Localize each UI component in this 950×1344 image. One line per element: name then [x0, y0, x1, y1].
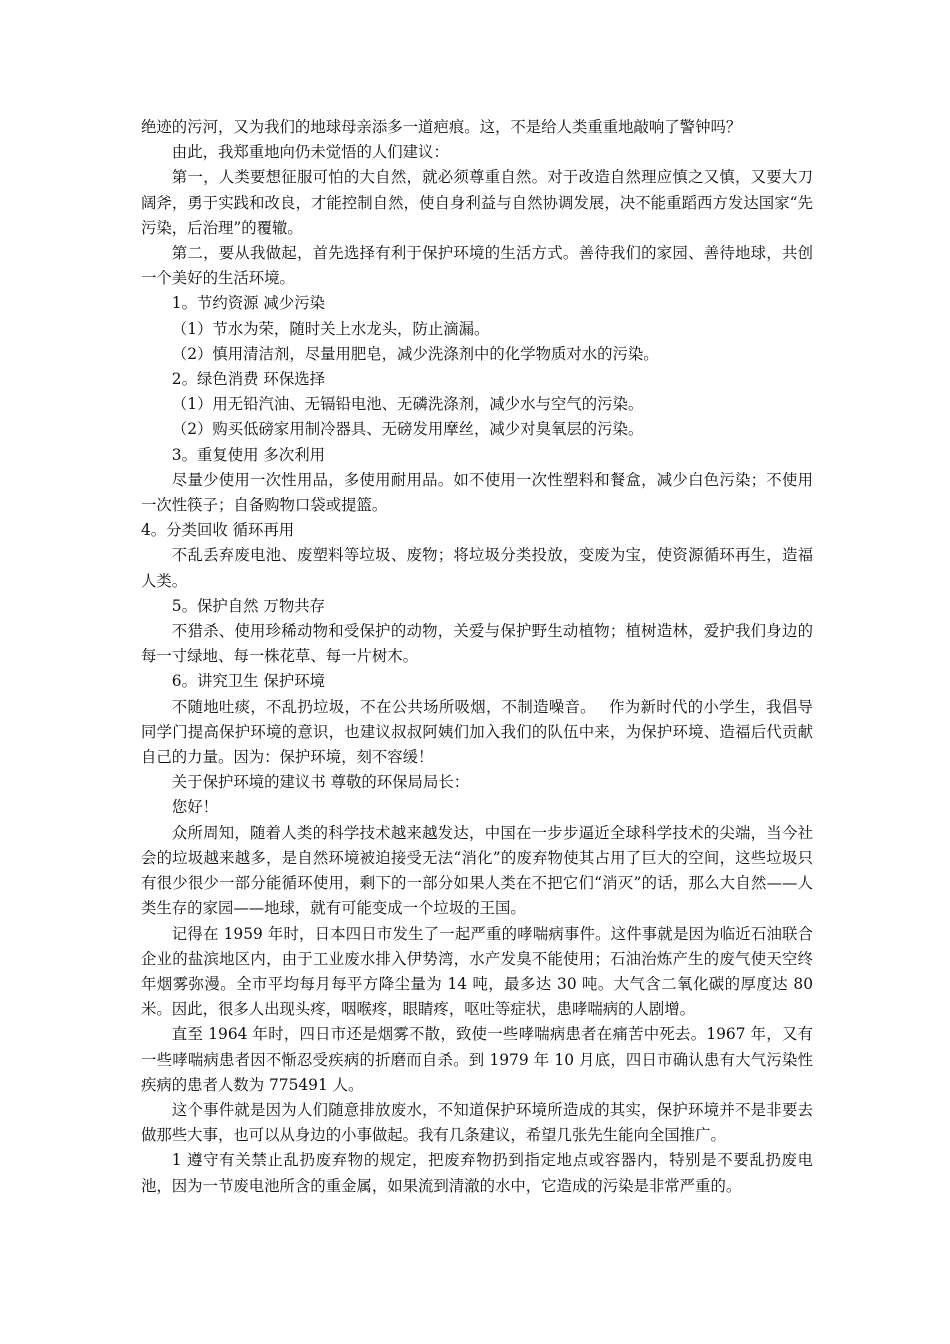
list-item: （2）购买低磅家用制冷器具、无磅发用摩丝，减少对臭氧层的污染。	[171, 420, 644, 439]
paragraph: 众所周知，随着人类的科学技术越来越发达，中国在一步步逼近全球科学技术的尖端，当今社会的垃圾越来越多，是自然环境被迫接受无法“消化”的废弃物使其占用了巨大的空间，这些垃圾只有很少很少一部分能循环使用，剩下的一部分如果人类在不把它们“消灭”的话，那么大自然——人类生存的家园——地球，就有可能变成一个垃圾的王国。	[141, 823, 813, 918]
greeting: 您好！	[171, 798, 218, 817]
list-heading: 4。分类回收 循环再用	[141, 521, 295, 540]
list-heading: 6。讲究卫生 保护环境	[171, 672, 325, 691]
list-item: （2）慎用清洁剂，尽量用肥皂，减少洗涤剂中的化学物质对水的污染。	[171, 344, 659, 363]
list-item: （1）用无铅汽油、无镉铅电池、无磷洗涤剂，减少水与空气的污染。	[171, 395, 644, 414]
paragraph: 第二，要从我做起，首先选择有利于保护环境的生活方式。善待我们的家园、善待地球，共创一个美好的生活环境。	[141, 244, 813, 288]
list-heading: 2。绿色消费 环保选择	[171, 370, 325, 389]
list-heading: 5。保护自然 万物共存	[171, 596, 325, 615]
paragraph: 直至 1964 年时，四日市还是烟雾不散，致使一些哮喘病患者在痛苦中死去。1967 年，又有一些哮喘病患者因不惭忍受疾病的折磨而自杀。到 1979 年 10 月底，四日市确认患有大气污染性疾病的患者人数为 775491 人。	[141, 1025, 813, 1094]
paragraph: 第一，人类要想征服可怕的大自然，就必须尊重自然。对于改造自然理应慎之又慎，又要大刀阔斧，勇于实践和改良，才能控制自然，使自身利益与自然协调发展，决不能重蹈西方发达国家“先污染，后治理”的覆辙。	[141, 168, 813, 237]
paragraph: 由此，我郑重地向仍未觉悟的人们建议：	[171, 143, 449, 162]
paragraph: 不乱丢弃废电池、废塑料等垃圾、废物；将垃圾分类投放，变废为宝，使资源循环再生，造福人类。	[141, 546, 813, 590]
paragraph: 不猎杀、使用珍稀动物和受保护的动物，关爱与保护野生动植物；植树造林，爱护我们身边的每一寸绿地、每一株花草、每一片树木。	[141, 622, 813, 666]
paragraph: 这个事件就是因为人们随意排放废水，不知道保护环境所造成的其实，保护环境并不是非要去做那些大事，也可以从身边的小事做起。我有几条建议，希望几张先生能向全国推广。	[141, 1100, 813, 1145]
list-heading: 1。节约资源 减少污染	[171, 294, 325, 313]
list-heading: 3。重复使用 多次利用	[171, 445, 325, 464]
paragraph: 不随地吐痰，不乱扔垃圾，不在公共场所吸烟，不制造噪音。 作为新时代的小学生，我倡导同学门提高保护环境的意识，也建议叔叔阿姨们加入我们的队伍中来，为保护环境、造福后代贡献自己的力量。因为：保护环境，刻不容缓！	[141, 697, 813, 767]
paragraph: 尽量少使用一次性用品，多使用耐用品。如不使用一次性塑料和餐盒，减少白色污染；不使用一次性筷子；自备购物口袋或提篮。	[141, 470, 813, 515]
paragraph: 1 遵守有关禁止乱扔废弃物的规定，把废弃物扔到指定地点或容器内，特别是不要乱扔废电池，因为一节废电池所含的重金属，如果流到清澈的水中，它造成的污染是非常严重的。	[141, 1151, 813, 1195]
paragraph: 绝迹的污河，又为我们的地球母亲添多一道疤痕。这，不是给人类重重地敲响了警钟吗？	[141, 118, 742, 136]
list-item: （1）节水为荣，随时关上水龙头，防止滴漏。	[171, 319, 490, 338]
letter-title: 关于保护环境的建议书 尊敬的环保局局长：	[171, 773, 470, 792]
document-body	[141, 115, 813, 1199]
paragraph: 记得在 1959 年时，日本四日市发生了一起严重的哮喘病事件。这件事就是因为临近石油联合企业的盐滨地区内，由于工业废水排入伊势湾，水产发臭不能使用；石油治炼产生的废气使天空终年烟雾弥漫。全市平均每月每平方降尘量为 14 吨，最多达 30 吨。大气含二氧化碳的厚度达 80 米。因此，很多人出现头疼，咽喉疼，眼睛疼，呕吐等症状，患哮喘病的人剧增。	[141, 924, 813, 1019]
